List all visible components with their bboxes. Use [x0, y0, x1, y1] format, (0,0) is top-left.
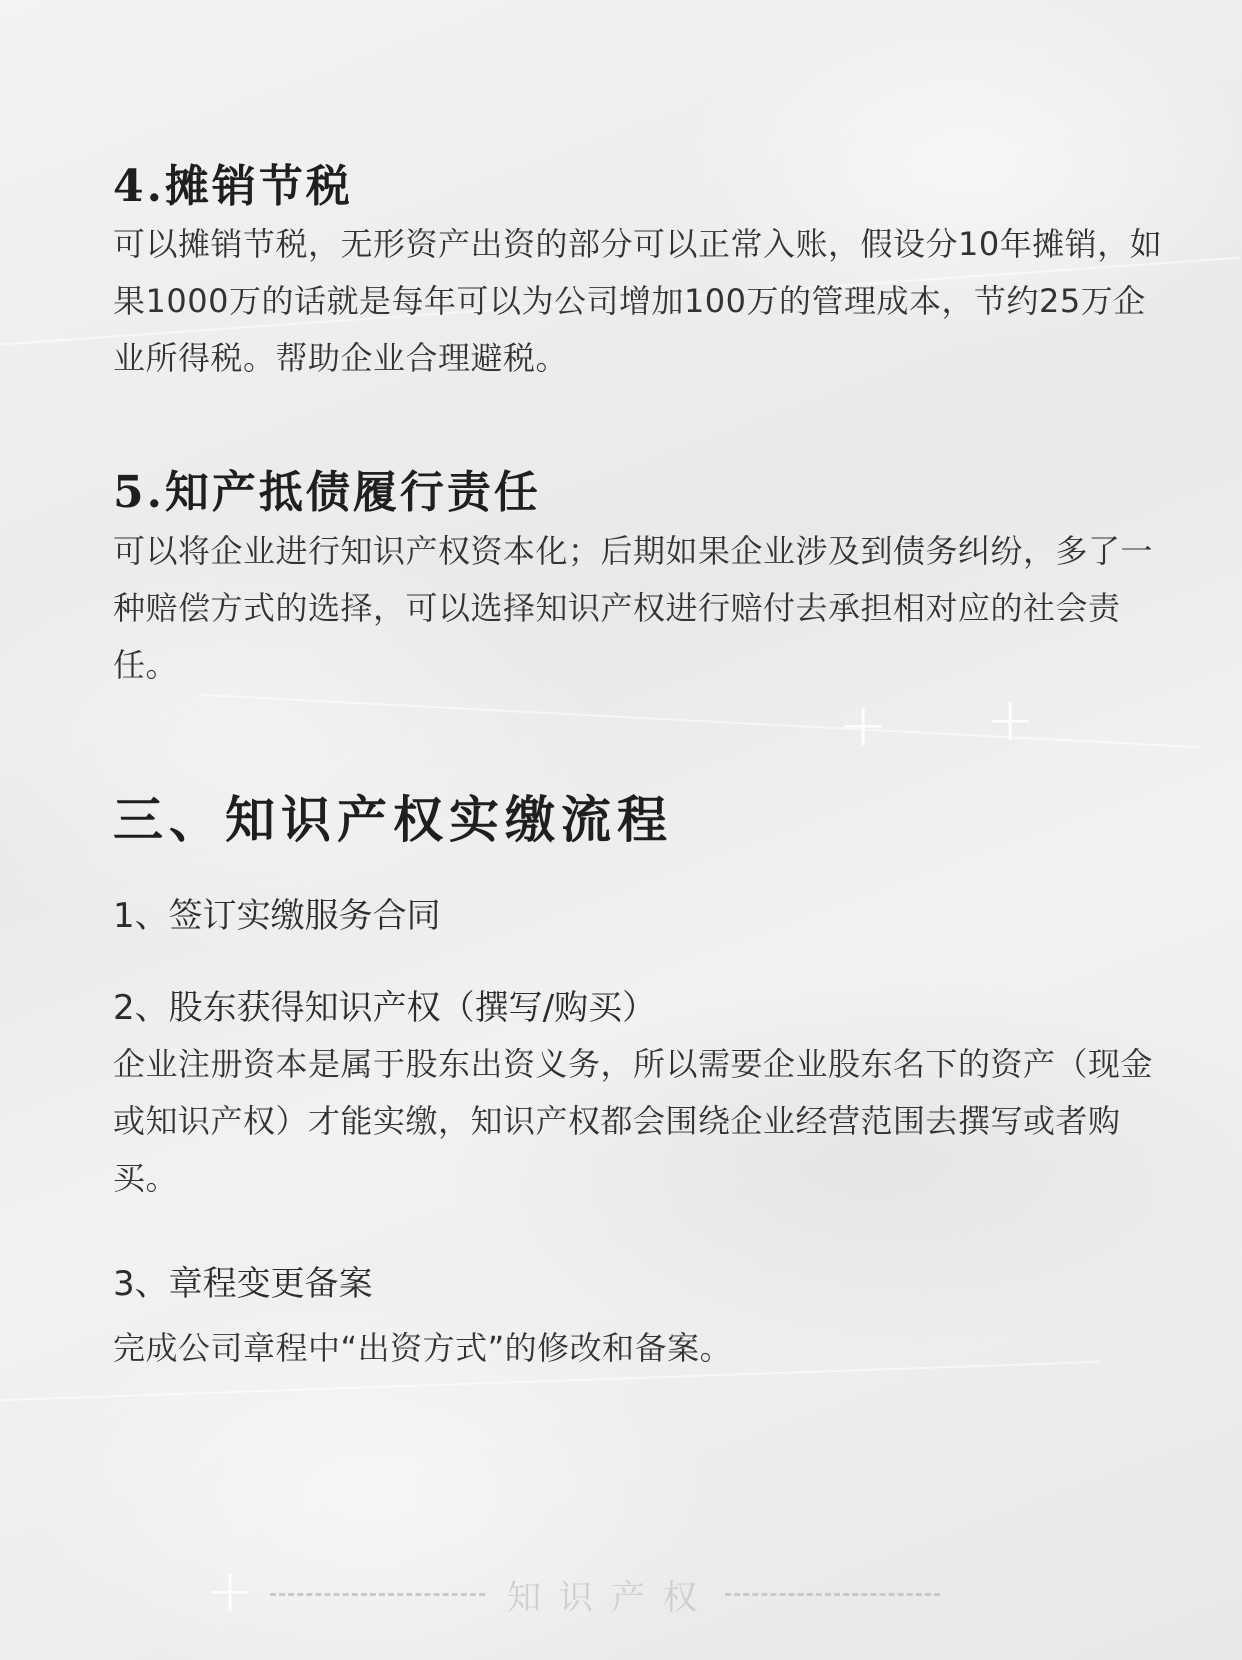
section-4-title: 4.摊销节税	[113, 161, 353, 212]
paper-crease	[201, 694, 1200, 748]
step-2-body: 企业注册资本是属于股东出资义务，所以需要企业股东名下的资产（现金或知识产权）才能实缴，知识产权都会围绕企业经营范围去撰写或者购买。	[113, 1045, 1154, 1197]
section-5-title: 5.知产抵债履行责任	[113, 467, 541, 518]
step-3-title: 3、章程变更备案	[113, 1264, 373, 1304]
footer-label: 知识产权	[507, 1577, 715, 1618]
step-3-body: 完成公司章程中“出资方式”的修改和备案。	[113, 1329, 733, 1367]
step-2-title: 2、股东获得知识产权（撰写/购买）	[113, 988, 657, 1028]
section-5-body: 可以将企业进行知识产权资本化；后期如果企业涉及到债务纠纷，多了一种赔偿方式的选择，可以选择知识产权进行赔付去承担相对应的社会责任。	[113, 532, 1154, 684]
dashed-line-right	[725, 1593, 940, 1596]
dashed-line-left	[270, 1593, 485, 1596]
sparkle-plus-icon: +	[205, 1556, 256, 1626]
footer-divider	[270, 1566, 940, 1622]
section-4-body: 可以摊销节税，无形资产出资的部分可以正常入账，假设分10年摊销，如果1000万的话就是每年可以为公司增加100万的管理成本，节约25万企业所得税。帮助企业合理避税。	[113, 225, 1163, 377]
step-1-title: 1、签订实缴服务合同	[113, 896, 441, 936]
process-title: 三、知识产权实缴流程	[113, 790, 673, 849]
sparkle-plus-icon: +	[838, 690, 889, 760]
sparkle-plus-icon: +	[985, 685, 1036, 755]
